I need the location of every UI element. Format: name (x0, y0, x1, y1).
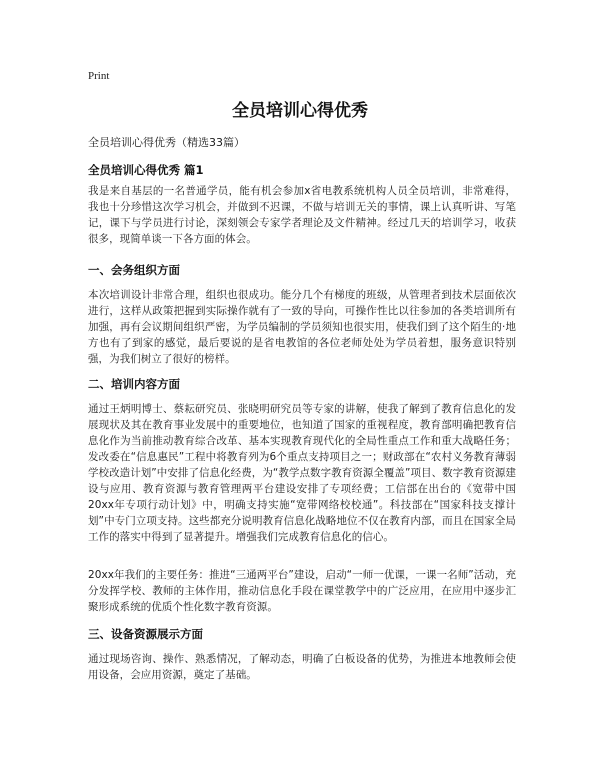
section-paragraph-equipment: 通过现场咨询、操作、熟悉情况，了解动态，明确了白板设备的优势，为推进本地教师会使用设备，会应用资源，奠定了基础。 (88, 653, 516, 681)
intro-paragraph: 我是来自基层的一名普通学员，能有机会参加x省电教系统机构人员全员培训，非常难得，我也十分珍惜这次学习机会，并做到不迟课，不做与培训无关的事情，课上认真听讲、写笔记，课下与学员进行讨论，深刻领会专家学者理论及文件精神。经过几天的培训学习，收获很多，现简单谈一下各方面的体会。 (88, 185, 516, 245)
section-heading-content: 二、培训内容方面 (88, 377, 180, 391)
document-title: 全员培训心得优秀 (232, 101, 368, 121)
section-paragraph-organization: 本次培训设计非常合理，组织也很成功。能分几个有梯度的班级，从管理者到技术层面依次进行，这样从政策把握到实际操作就有了一致的导向，可操作性比以往参加的各类培训所有加强，再有会议期间组织严密，为学员编制的学员须知也很实用，使我们到了这个陌生的·地方也有了到家的感觉，最后要说的是省电教馆的各位老师处处为学员着想，服务意识特别强，为我们树立了很好的榜样。 (88, 289, 516, 365)
document-subtitle: 全员培训心得优秀（精选33篇） (88, 136, 245, 149)
print-label: Print (88, 70, 110, 82)
section-heading-equipment: 三、设备资源展示方面 (88, 627, 203, 641)
article-heading: 全员培训心得优秀 篇1 (88, 163, 204, 177)
section-paragraph-content-2: 20xx年我们的主要任务：推进“三通两平台”建设，启动“一师一优课，一课一名师”活动，充分发挥学校、教师的主体作用，推动信息化手段在课堂教学中的广泛应用，在应用中逐步汇聚形成系统的优质个性化数字教育资源。 (88, 569, 516, 613)
section-heading-organization: 一、会务组织方面 (88, 263, 180, 277)
section-paragraph-content-1: 通过王炳明博士、蔡耘研究员、张晓明研究员等专家的讲解，使我了解到了教育信息化的发展现状及其在教育事业发展中的重要地位，也知道了国家的重视程度，教育部明确把教育信息化作为当前推动教育综合改革、基本实现教育现代化的全局性重点工作和重大战略任务；发改委在“信息惠民”工程中将教育列为6个重点支持项目之一；财政部在“农村义务教育薄弱学校改造计划”中安排了信息化经费，为“教学点数字教育资源全覆盖”项目、数字教育资源建设与应用、教育资源与教育管理两平台建设安排了专项经费；工信部在出台的《宽带中国20xx年专项行动计划》中，明确支持实施“宽带网络校校通”。科技部在“国家科技支撑计划”中专门立项支持。这些都充分说明教育信息化战略地位不仅在教育内部，而且在国家全局工作的落实中得到了显著提升。增强我们完成教育信息化的信心。 (88, 403, 516, 543)
